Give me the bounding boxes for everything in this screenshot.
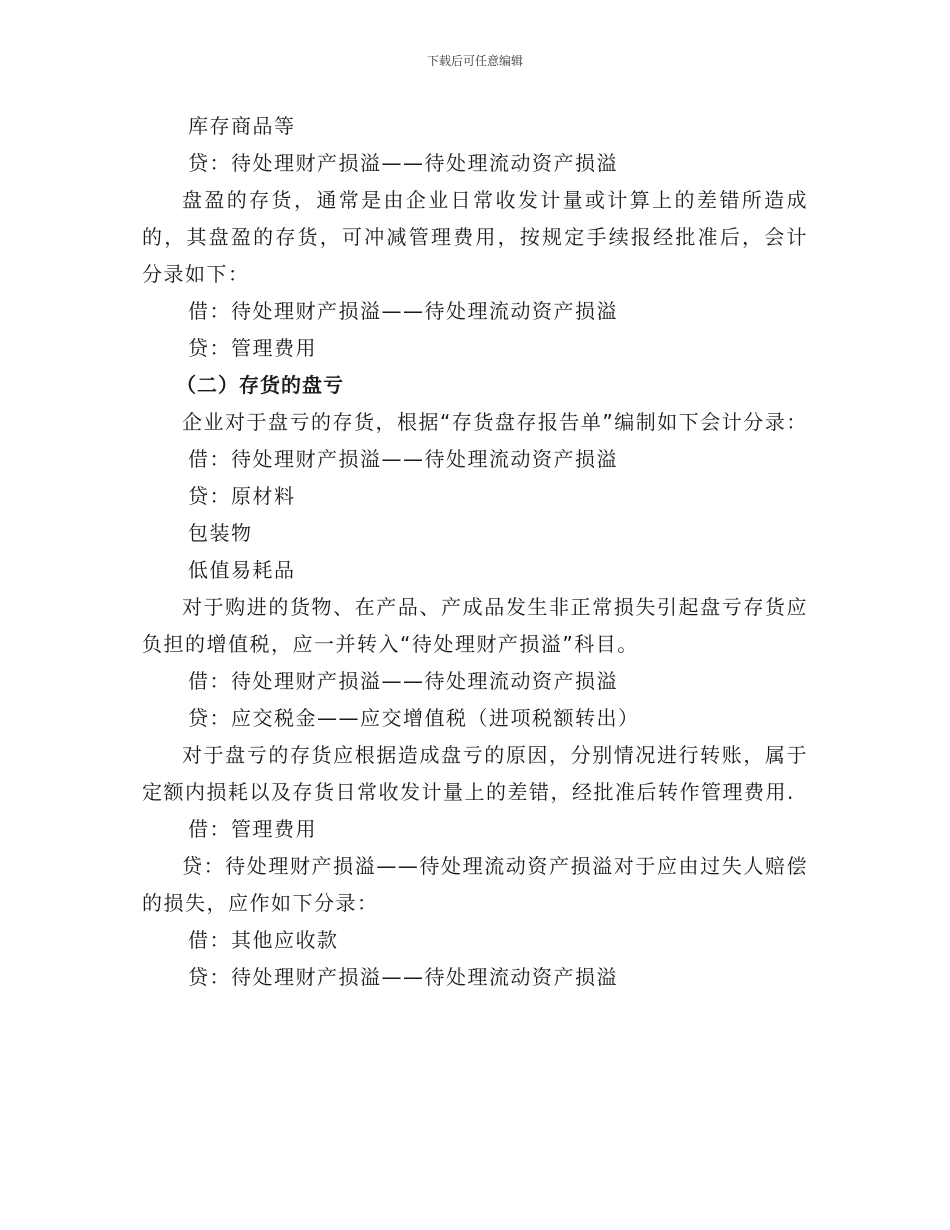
text-line: 借：待处理财产损溢——待处理流动资产损溢 <box>188 669 618 693</box>
paragraph: 盘盈的存货，通常是由企业日常收发计量或计算上的差错所造成的，其盘盈的存货，可冲减管理费用，按规定手续报经批准后，会计分录如下： <box>142 188 808 286</box>
text-line: 低值易耗品 <box>188 558 296 582</box>
paragraph: 企业对于盘亏的存货，根据“存货盘存报告单”编制如下会计分录： <box>182 410 808 434</box>
text-line: 包装物 <box>188 521 253 545</box>
text-line: 借：管理费用 <box>188 817 317 841</box>
paragraph: 对于购进的货物、在产品、产成品发生非正常损失引起盘亏存货应负担的增值税，应一并转入“待处理财产损溢”科目。 <box>142 595 808 656</box>
text-line: 贷：应交税金——应交增值税（进项税额转出） <box>188 706 640 730</box>
text-line: 贷：待处理财产损溢——待处理流动资产损溢 <box>188 151 618 175</box>
text-line: 贷：管理费用 <box>188 336 317 360</box>
text-line: 库存商品等 <box>188 114 296 138</box>
text-line: 贷：原材料 <box>188 484 296 508</box>
text-line: 借：待处理财产损溢——待处理流动资产损溢 <box>188 299 618 323</box>
page-header: 下载后可任意编辑 <box>426 54 523 68</box>
paragraph: 贷：待处理财产损溢——待处理流动资产损溢对于应由过失人赔偿的损失，应作如下分录： <box>142 854 808 915</box>
text-line: 借：其他应收款 <box>188 928 339 952</box>
section-heading: （二）存货的盘亏 <box>176 373 344 397</box>
text-line: 贷：待处理财产损溢——待处理流动资产损溢 <box>188 965 618 989</box>
text-line: 借：待处理财产损溢——待处理流动资产损溢 <box>188 447 618 471</box>
paragraph: 对于盘亏的存货应根据造成盘亏的原因，分别情况进行转账，属于定额内损耗以及存货日常收发计量上的差错，经批准后转作管理费用. <box>142 743 808 804</box>
document-body <box>142 108 808 996</box>
